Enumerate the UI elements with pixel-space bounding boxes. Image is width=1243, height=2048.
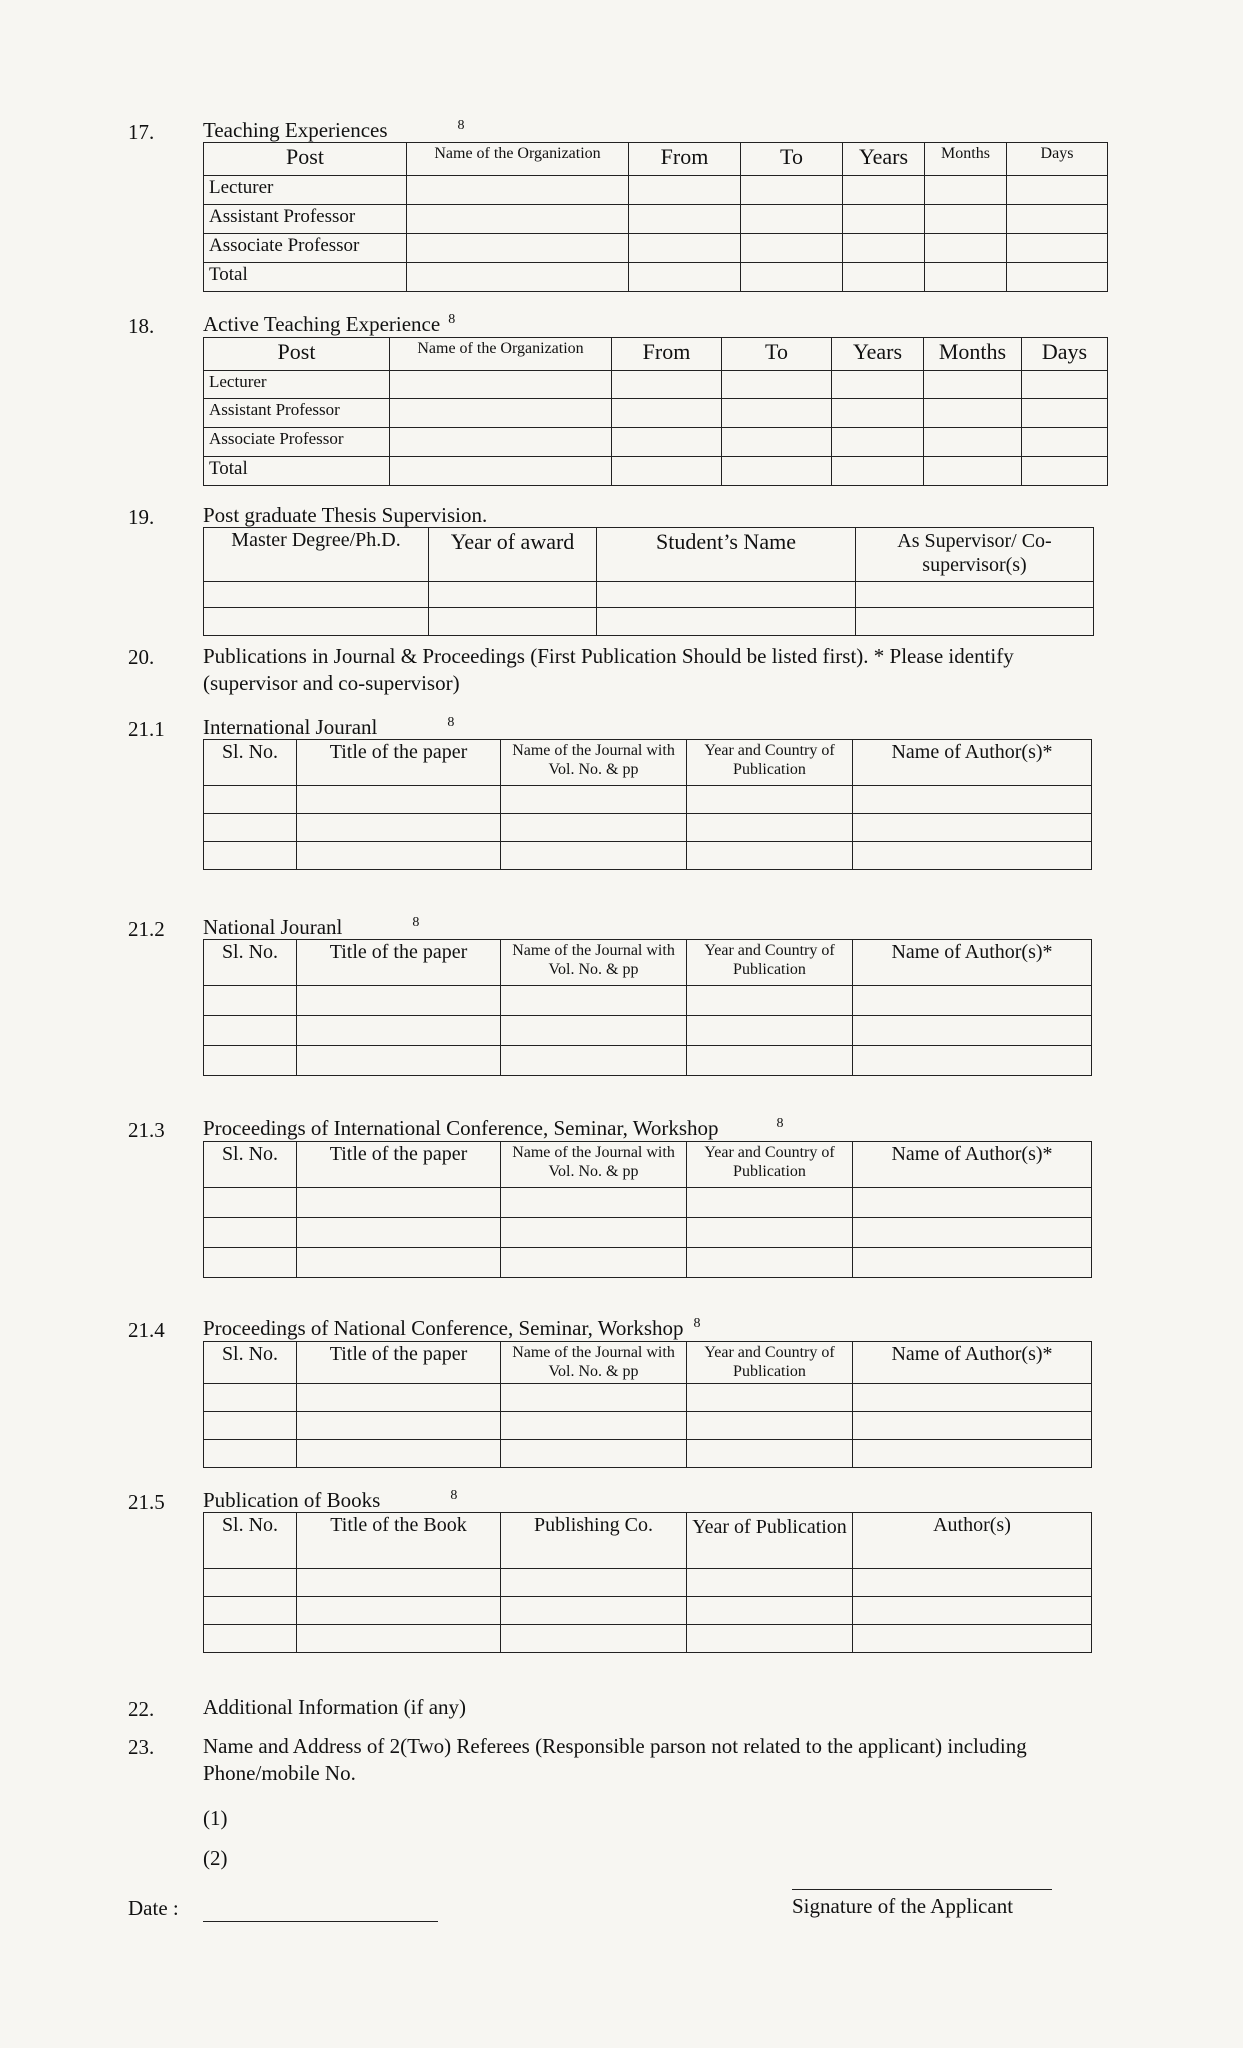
national-proceedings-table — [203, 1341, 1092, 1468]
table-cell[interactable] — [853, 1597, 1092, 1625]
table-cell[interactable] — [853, 1412, 1092, 1440]
table-cell[interactable] — [1022, 371, 1108, 399]
table-cell[interactable] — [832, 428, 924, 457]
table-cell[interactable] — [853, 1218, 1092, 1248]
row-label: Assistant Professor — [204, 205, 407, 234]
row-label: Total — [204, 457, 390, 486]
row-label: Assistant Professor — [204, 399, 390, 428]
colon-mark: 8 — [412, 915, 420, 930]
table-cell[interactable] — [204, 1016, 297, 1046]
table-cell[interactable] — [1007, 205, 1108, 234]
header-organization: Name of the Organization — [390, 338, 612, 371]
table-cell[interactable] — [722, 457, 832, 486]
table-cell[interactable] — [1022, 457, 1108, 486]
table-cell[interactable] — [687, 1412, 853, 1440]
header-year-country: Year and Country of Publication — [687, 940, 853, 986]
table-cell[interactable] — [843, 205, 925, 234]
section-number: 22. — [128, 1697, 155, 1721]
table-cell[interactable] — [843, 263, 925, 292]
table-cell[interactable] — [297, 814, 501, 842]
header-sl-no: Sl. No. — [204, 740, 297, 786]
teaching-experience-table — [203, 142, 1108, 292]
section-title: Proceedings of International Conference, Seminar, Workshop $^8$ — [203, 1116, 784, 1140]
table-cell[interactable] — [501, 1384, 687, 1412]
table-cell[interactable] — [687, 1440, 853, 1468]
table-cell[interactable] — [853, 986, 1092, 1016]
signature-field[interactable] — [792, 1889, 1052, 1890]
table-cell[interactable] — [501, 1188, 687, 1218]
table-cell[interactable] — [924, 371, 1022, 399]
section-title: International Jouranl $^8$ — [203, 715, 455, 739]
section-title: Post graduate Thesis Supervision. — [203, 503, 488, 527]
thesis-supervision-table — [203, 527, 1094, 636]
table-cell[interactable] — [297, 1046, 501, 1076]
table-cell[interactable] — [853, 814, 1092, 842]
table-cell[interactable] — [501, 1248, 687, 1278]
header-post: Post — [204, 338, 390, 371]
table-cell[interactable] — [501, 1218, 687, 1248]
colon-mark: 8 — [450, 1488, 458, 1503]
table-cell[interactable] — [629, 263, 741, 292]
header-year-country: Year and Country of Publication — [687, 1342, 853, 1384]
table-cell[interactable] — [501, 1412, 687, 1440]
table-cell[interactable] — [297, 786, 501, 814]
header-supervisor: As Supervisor/ Co-supervisor(s) — [856, 528, 1094, 582]
table-cell[interactable] — [925, 263, 1007, 292]
colon-mark: 8 — [776, 1116, 784, 1131]
table-cell[interactable] — [204, 1569, 297, 1597]
table-cell[interactable] — [741, 263, 843, 292]
header-title: Title of the paper — [297, 1342, 501, 1384]
colon-mark: 8 — [693, 1316, 701, 1331]
table-cell[interactable] — [1007, 234, 1108, 263]
table-cell[interactable] — [390, 371, 612, 399]
table-cell[interactable] — [204, 608, 429, 636]
table-cell[interactable] — [407, 176, 629, 205]
table-cell[interactable] — [687, 1625, 853, 1653]
table-cell[interactable] — [853, 1625, 1092, 1653]
referee-2-label: (2) — [203, 1846, 228, 1870]
table-cell[interactable] — [204, 1188, 297, 1218]
table-cell[interactable] — [629, 234, 741, 263]
header-authors: Name of Author(s)* — [853, 740, 1092, 786]
table-cell[interactable] — [597, 582, 856, 608]
header-title: Title of the paper — [297, 1142, 501, 1188]
table-cell[interactable] — [687, 842, 853, 870]
table-cell[interactable] — [612, 371, 722, 399]
header-days: Days — [1022, 338, 1108, 371]
table-cell[interactable] — [501, 1625, 687, 1653]
header-degree: Master Degree/Ph.D. — [204, 528, 429, 582]
table-cell[interactable] — [853, 842, 1092, 870]
table-cell[interactable] — [925, 234, 1007, 263]
table-cell[interactable] — [204, 1625, 297, 1653]
table-cell[interactable] — [687, 1248, 853, 1278]
header-authors: Name of Author(s)* — [853, 940, 1092, 986]
table-cell[interactable] — [204, 582, 429, 608]
row-label: Associate Professor — [204, 234, 407, 263]
table-cell[interactable] — [687, 1384, 853, 1412]
row-label: Lecturer — [204, 176, 407, 205]
colon-mark: 8 — [448, 312, 456, 327]
table-cell[interactable] — [297, 1440, 501, 1468]
header-sl-no: Sl. No. — [204, 1342, 297, 1384]
table-cell[interactable] — [853, 1188, 1092, 1218]
referee-1-label: (1) — [203, 1806, 228, 1830]
table-cell[interactable] — [501, 1440, 687, 1468]
table-cell[interactable] — [297, 1569, 501, 1597]
header-authors: Name of Author(s)* — [853, 1342, 1092, 1384]
section-number: 19. — [128, 505, 155, 529]
table-cell[interactable] — [629, 205, 741, 234]
table-cell[interactable] — [832, 457, 924, 486]
header-journal: Name of the Journal with Vol. No. & pp — [501, 940, 687, 986]
table-cell[interactable] — [924, 399, 1022, 428]
date-label: Date : — [128, 1896, 179, 1920]
header-days: Days — [1007, 143, 1108, 176]
table-cell[interactable] — [407, 234, 629, 263]
header-year-of-award: Year of award — [429, 528, 597, 582]
table-cell[interactable] — [853, 1569, 1092, 1597]
section-number: 21.4 — [128, 1318, 165, 1342]
table-cell[interactable] — [687, 1569, 853, 1597]
table-cell[interactable] — [204, 786, 297, 814]
table-cell[interactable] — [925, 205, 1007, 234]
section-title: Proceedings of National Conference, Seminar, Workshop $^8$ — [203, 1316, 701, 1340]
header-title: Title of the paper — [297, 740, 501, 786]
table-cell[interactable] — [687, 1016, 853, 1046]
national-journal-table — [203, 939, 1092, 1076]
table-cell[interactable] — [297, 842, 501, 870]
table-cell[interactable] — [832, 399, 924, 428]
table-cell[interactable] — [297, 1384, 501, 1412]
colon-mark: 8 — [457, 118, 465, 133]
table-cell[interactable] — [390, 457, 612, 486]
section-number: 21.5 — [128, 1490, 165, 1514]
header-sl-no: Sl. No. — [204, 1513, 297, 1569]
table-cell[interactable] — [843, 234, 925, 263]
table-cell[interactable] — [853, 1016, 1092, 1046]
table-cell[interactable] — [853, 1440, 1092, 1468]
table-cell[interactable] — [853, 1248, 1092, 1278]
table-cell[interactable] — [204, 1412, 297, 1440]
header-year-country: Year and Country of Publication — [687, 740, 853, 786]
table-cell[interactable] — [204, 814, 297, 842]
table-cell[interactable] — [204, 1218, 297, 1248]
table-cell[interactable] — [687, 1046, 853, 1076]
table-cell[interactable] — [407, 263, 629, 292]
table-cell[interactable] — [204, 986, 297, 1016]
table-cell[interactable] — [297, 1625, 501, 1653]
table-cell[interactable] — [501, 814, 687, 842]
table-cell[interactable] — [1007, 263, 1108, 292]
table-cell[interactable] — [924, 428, 1022, 457]
table-cell[interactable] — [390, 399, 612, 428]
table-cell[interactable] — [843, 176, 925, 205]
header-journal: Name of the Journal with Vol. No. & pp — [501, 1342, 687, 1384]
table-cell[interactable] — [501, 786, 687, 814]
table-cell[interactable] — [832, 371, 924, 399]
table-cell[interactable] — [407, 205, 629, 234]
header-year-of-publication: Year of Publication — [687, 1513, 853, 1569]
section-number: 18. — [128, 314, 155, 338]
header-authors: Name of Author(s)* — [853, 1142, 1092, 1188]
table-cell[interactable] — [1022, 428, 1108, 457]
publications-instructions: Publications in Journal & Proceedings (First Publication Should be listed first). * Please identify (supervisor and co-supervisor) — [203, 644, 1014, 695]
table-cell[interactable] — [429, 582, 597, 608]
table-cell[interactable] — [297, 1248, 501, 1278]
date-field[interactable] — [203, 1921, 438, 1922]
table-cell[interactable] — [687, 814, 853, 842]
table-cell[interactable] — [390, 428, 612, 457]
additional-information-label: Additional Information (if any) — [203, 1695, 467, 1719]
table-cell[interactable] — [204, 842, 297, 870]
table-cell[interactable] — [856, 608, 1094, 636]
table-cell[interactable] — [722, 428, 832, 457]
table-cell[interactable] — [612, 399, 722, 428]
table-cell[interactable] — [741, 234, 843, 263]
table-cell[interactable] — [501, 986, 687, 1016]
section-number: 21.3 — [128, 1118, 165, 1142]
table-cell[interactable] — [1007, 176, 1108, 205]
active-teaching-table — [203, 337, 1108, 486]
table-cell[interactable] — [924, 457, 1022, 486]
header-months: Months — [924, 338, 1022, 371]
table-cell[interactable] — [501, 842, 687, 870]
header-from: From — [612, 338, 722, 371]
section-number: 20. — [128, 645, 155, 669]
table-cell[interactable] — [501, 1597, 687, 1625]
header-student-name: Student’s Name — [597, 528, 856, 582]
section-title: Active Teaching Experience $^8$ — [203, 312, 456, 336]
table-cell[interactable] — [204, 1248, 297, 1278]
table-cell[interactable] — [204, 1384, 297, 1412]
colon-mark: 8 — [447, 715, 455, 730]
table-cell[interactable] — [204, 1046, 297, 1076]
table-cell[interactable] — [687, 786, 853, 814]
table-cell[interactable] — [741, 176, 843, 205]
header-post: Post — [204, 143, 407, 176]
referees-instructions: Name and Address of 2(Two) Referees (Responsible parson not related to the applicant) including Phone/mobile No. — [203, 1734, 1027, 1785]
table-cell[interactable] — [297, 1188, 501, 1218]
table-cell[interactable] — [629, 176, 741, 205]
table-cell[interactable] — [687, 1218, 853, 1248]
row-label: Associate Professor — [204, 428, 390, 457]
header-book-title: Title of the Book — [297, 1513, 501, 1569]
header-years: Years — [832, 338, 924, 371]
row-label: Lecturer — [204, 371, 390, 399]
table-cell[interactable] — [925, 176, 1007, 205]
table-cell[interactable] — [204, 1597, 297, 1625]
section-number: 17. — [128, 120, 155, 144]
signature-label: Signature of the Applicant — [792, 1894, 1014, 1918]
header-authors: Author(s) — [853, 1513, 1092, 1569]
table-cell[interactable] — [297, 986, 501, 1016]
table-cell[interactable] — [1022, 399, 1108, 428]
header-year-country: Year and Country of Publication — [687, 1142, 853, 1188]
international-proceedings-table — [203, 1141, 1092, 1278]
table-cell[interactable] — [501, 1016, 687, 1046]
section-title: Publication of Books $^8$ — [203, 1488, 458, 1512]
table-cell[interactable] — [597, 608, 856, 636]
header-publishing-co: Publishing Co. — [501, 1513, 687, 1569]
table-cell[interactable] — [687, 986, 853, 1016]
section-number: 21.1 — [128, 717, 165, 741]
section-number: 23. — [128, 1735, 155, 1759]
table-cell[interactable] — [722, 371, 832, 399]
header-journal: Name of the Journal with Vol. No. & pp — [501, 740, 687, 786]
header-to: To — [722, 338, 832, 371]
table-cell[interactable] — [687, 1188, 853, 1218]
header-months: Months — [925, 143, 1007, 176]
table-cell[interactable] — [856, 582, 1094, 608]
table-cell[interactable] — [741, 205, 843, 234]
table-cell[interactable] — [853, 1384, 1092, 1412]
header-title: Title of the paper — [297, 940, 501, 986]
table-cell[interactable] — [501, 1046, 687, 1076]
table-cell[interactable] — [612, 457, 722, 486]
table-cell[interactable] — [297, 1016, 501, 1046]
table-cell[interactable] — [612, 428, 722, 457]
header-sl-no: Sl. No. — [204, 940, 297, 986]
table-cell[interactable] — [429, 608, 597, 636]
row-label: Total — [204, 263, 407, 292]
table-cell[interactable] — [853, 786, 1092, 814]
header-journal: Name of the Journal with Vol. No. & pp — [501, 1142, 687, 1188]
books-table — [203, 1512, 1092, 1653]
table-cell[interactable] — [297, 1218, 501, 1248]
table-cell[interactable] — [297, 1412, 501, 1440]
header-to: To — [741, 143, 843, 176]
section-title: National Jouranl $^8$ — [203, 915, 420, 939]
table-cell[interactable] — [853, 1046, 1092, 1076]
header-sl-no: Sl. No. — [204, 1142, 297, 1188]
table-cell[interactable] — [722, 399, 832, 428]
header-organization: Name of the Organization — [407, 143, 629, 176]
section-number: 21.2 — [128, 917, 165, 941]
section-title: Teaching Experiences $^8$ — [203, 118, 465, 142]
header-years: Years — [843, 143, 925, 176]
table-cell[interactable] — [687, 1597, 853, 1625]
header-from: From — [629, 143, 741, 176]
table-cell[interactable] — [204, 1440, 297, 1468]
table-cell[interactable] — [501, 1569, 687, 1597]
table-cell[interactable] — [297, 1597, 501, 1625]
international-journal-table — [203, 739, 1092, 870]
